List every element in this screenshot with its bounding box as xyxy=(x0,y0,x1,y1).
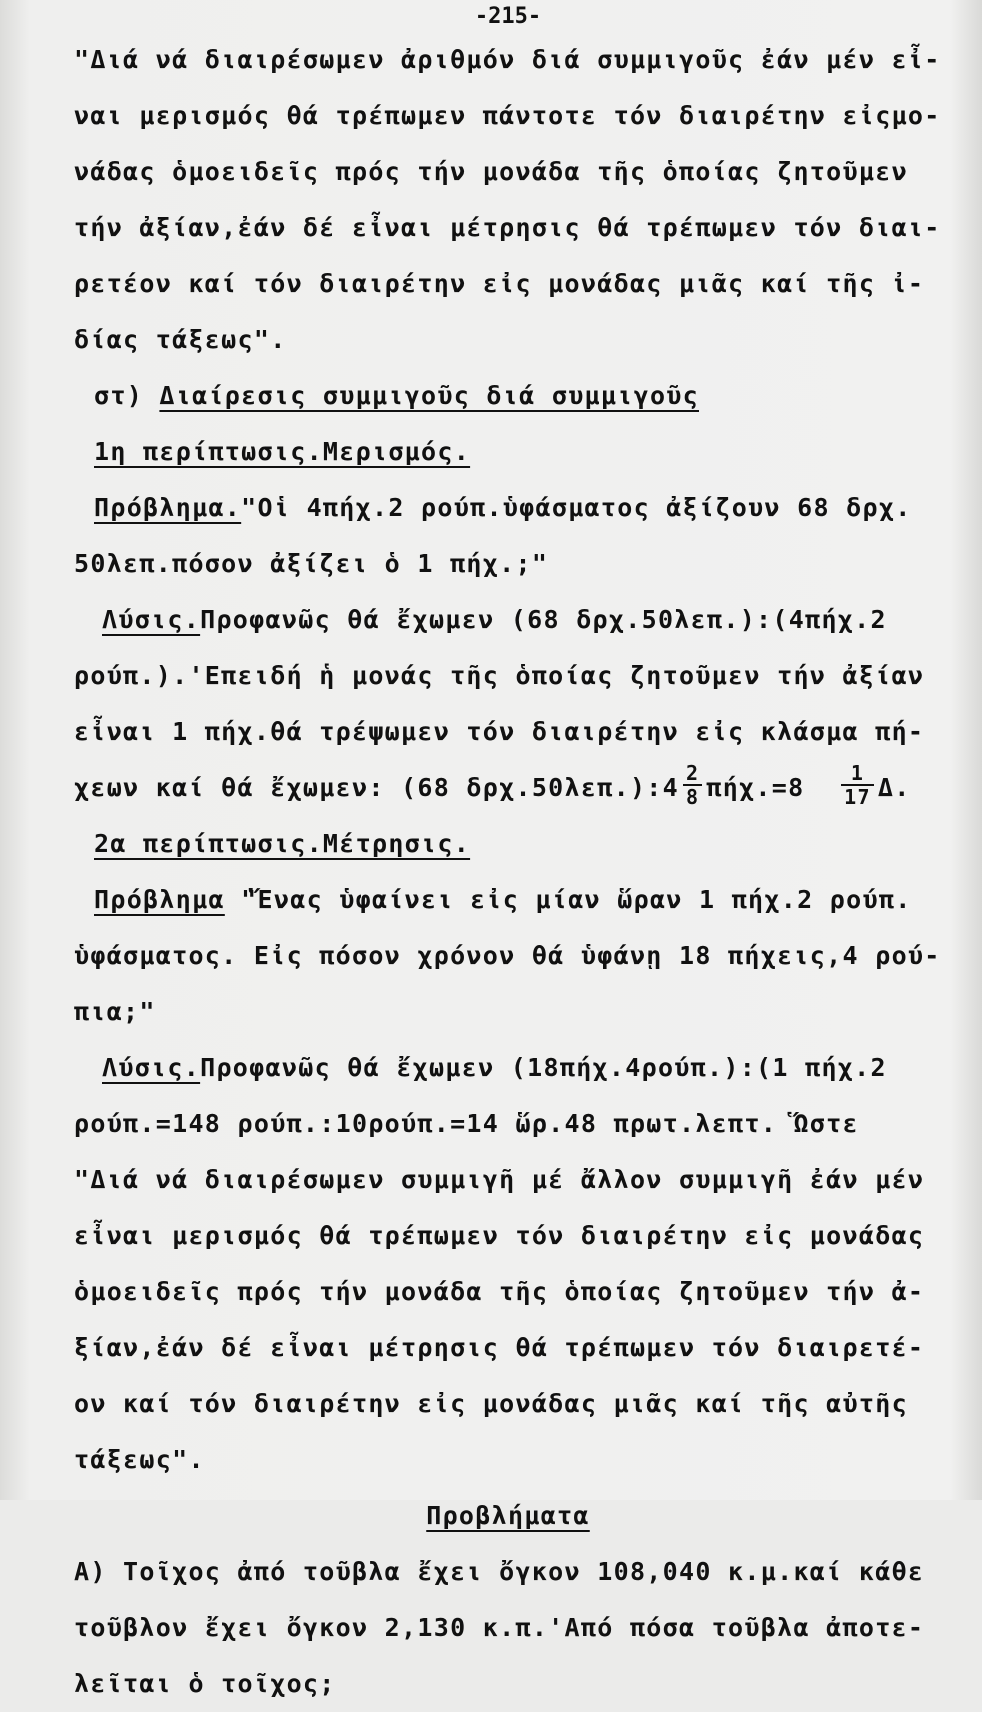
text-line: "Διά νά διαιρέσωμεν συμμιγῆ μέ ἄλλον συμμιγῆ ἐάν μέν xyxy=(74,1165,925,1194)
text-line: ναι μερισμός θά τρέπωμεν πάντοτε τόν διαιρέτην εἰςμο- xyxy=(74,101,941,130)
text-line: ὁμοειδεῖς πρός τήν μονάδα τῆς ὁποίας ζητοῦμεν τήν ἀ- xyxy=(74,1277,925,1306)
text-line: δίας τάξεως". xyxy=(74,325,287,354)
fraction-numerator: 1 xyxy=(841,762,874,786)
problem-2 xyxy=(74,872,942,1040)
formula-text-c: Δ. xyxy=(877,773,911,802)
page-number: -215- xyxy=(474,4,542,29)
fraction-numerator: 2 xyxy=(683,762,702,786)
fraction-denominator: 17 xyxy=(844,785,871,809)
fraction-denominator: 8 xyxy=(686,785,700,809)
text-line: ρούπ.=148 ρούπ.:10ρούπ.=14 ὥρ.48 πρωτ.λεπτ. Ὥστε xyxy=(74,1109,859,1138)
formula-line xyxy=(74,760,942,816)
text-line: 50λεπ.πόσον ἀξίζει ὁ 1 πήχ.;" xyxy=(74,549,549,578)
solution-2-line xyxy=(74,1040,942,1096)
problem-1-line xyxy=(74,480,942,536)
text-line: εἶναι μερισμός θά τρέπωμεν τόν διαιρέτην εἰς μονάδας xyxy=(74,1221,925,1250)
solution-2-text: Προφανῶς θά ἔχωμεν (18πήχ.4ρούπ.):(1 πήχ.2 xyxy=(200,1053,887,1082)
case-2-label: 2α περίπτωσις.Μέτρησις. xyxy=(94,829,471,858)
section-prefix: στ) xyxy=(94,381,160,410)
text-line: τοῦβλον ἔχει ὄγκον 2,130 κ.π.'Από πόσα τοῦβλα ἀποτε- xyxy=(74,1613,925,1642)
fraction-2-8 xyxy=(683,762,702,808)
solution-1-label: Λύσις. xyxy=(102,605,201,634)
text-line: ὑφάσματος. Εἰς πόσον χρόνον θά ὑφάνῃ 18 πήχεις,4 ρού- xyxy=(74,941,941,970)
solution-2 xyxy=(74,1040,942,1152)
solution-1-line xyxy=(74,592,942,648)
exercise-a xyxy=(74,1544,942,1712)
problems-heading-text: Προβλήματα xyxy=(426,1501,590,1530)
text-line: "Διά νά διαιρέσωμεν ἀριθμόν διά συμμιγοῦς ἐάν μέν εἶ- xyxy=(74,45,941,74)
problem-2-text: "Ἕνας ὑφαίνει εἰς μίαν ὥραν 1 πήχ.2 ρούπ. xyxy=(224,885,912,914)
text-line: ρετέον καί τόν διαιρέτην εἰς μονάδας μιᾶς καί τῆς ἰ- xyxy=(74,269,925,298)
text-line: ον καί τόν διαιρέτην εἰς μονάδας μιᾶς καί τῆς αὐτῆς xyxy=(74,1389,908,1418)
problem-2-line xyxy=(74,872,942,928)
rule-paragraph-2 xyxy=(74,1152,942,1488)
text-line: πια;" xyxy=(74,997,156,1026)
section-title: Διαίρεσις συμμιγοῦς διά συμμιγοῦς xyxy=(159,381,699,410)
text-line: ξίαν,ἐάν δέ εἶναι μέτρησις θά τρέπωμεν τόν διαιρετέ- xyxy=(74,1333,925,1362)
text-line: νάδας ὁμοειδεῖς πρός τήν μονάδα τῆς ὁποίας ζητοῦμεν xyxy=(74,157,908,186)
formula-text-b: πήχ.=8 xyxy=(706,773,805,802)
section-heading xyxy=(74,368,942,424)
solution-1 xyxy=(74,592,942,816)
case-1-label: 1η περίπτωσις.Μερισμός. xyxy=(94,437,471,466)
case-2-heading xyxy=(74,816,942,872)
text-line: τήν ἀξίαν,ἐάν δέ εἶναι μέτρησις θά τρέπωμεν τόν διαι- xyxy=(74,213,941,242)
solution-1-text: Προφανῶς θά ἔχωμεν (68 δρχ.50λεπ.):(4πήχ.2 xyxy=(200,605,887,634)
problem-2-label: Πρόβλημα xyxy=(94,885,225,914)
text-line: λεῖται ὁ τοῖχος; xyxy=(74,1669,336,1698)
rule-paragraph-1 xyxy=(74,32,942,368)
problem-1-text: "Οἱ 4πήχ.2 ρούπ.ὑφάσματος ἀξίζουν 68 δρχ. xyxy=(241,493,912,522)
text-line: εἶναι 1 πήχ.θά τρέψωμεν τόν διαιρέτην εἰς κλάσμα πή- xyxy=(74,717,925,746)
fraction-1-17 xyxy=(841,762,874,808)
formula-text-a: χεων καί θά ἔχωμεν: (68 δρχ.50λεπ.):4 xyxy=(74,773,679,802)
case-1-heading xyxy=(74,424,942,480)
solution-2-label: Λύσις. xyxy=(102,1053,201,1082)
problem-1 xyxy=(74,480,942,592)
problems-heading xyxy=(74,1488,942,1544)
problem-1-label: Πρόβλημα. xyxy=(94,493,242,522)
text-line: Α) Τοῖχος ἀπό τοῦβλα ἔχει ὄγκον 108,040 κ.μ.καί κάθε xyxy=(74,1557,925,1586)
text-line: ρούπ.).'Επειδή ἡ μονάς τῆς ὁποίας ζητοῦμεν τήν ἀξίαν xyxy=(74,661,925,690)
text-line: τάξεως". xyxy=(74,1445,205,1474)
